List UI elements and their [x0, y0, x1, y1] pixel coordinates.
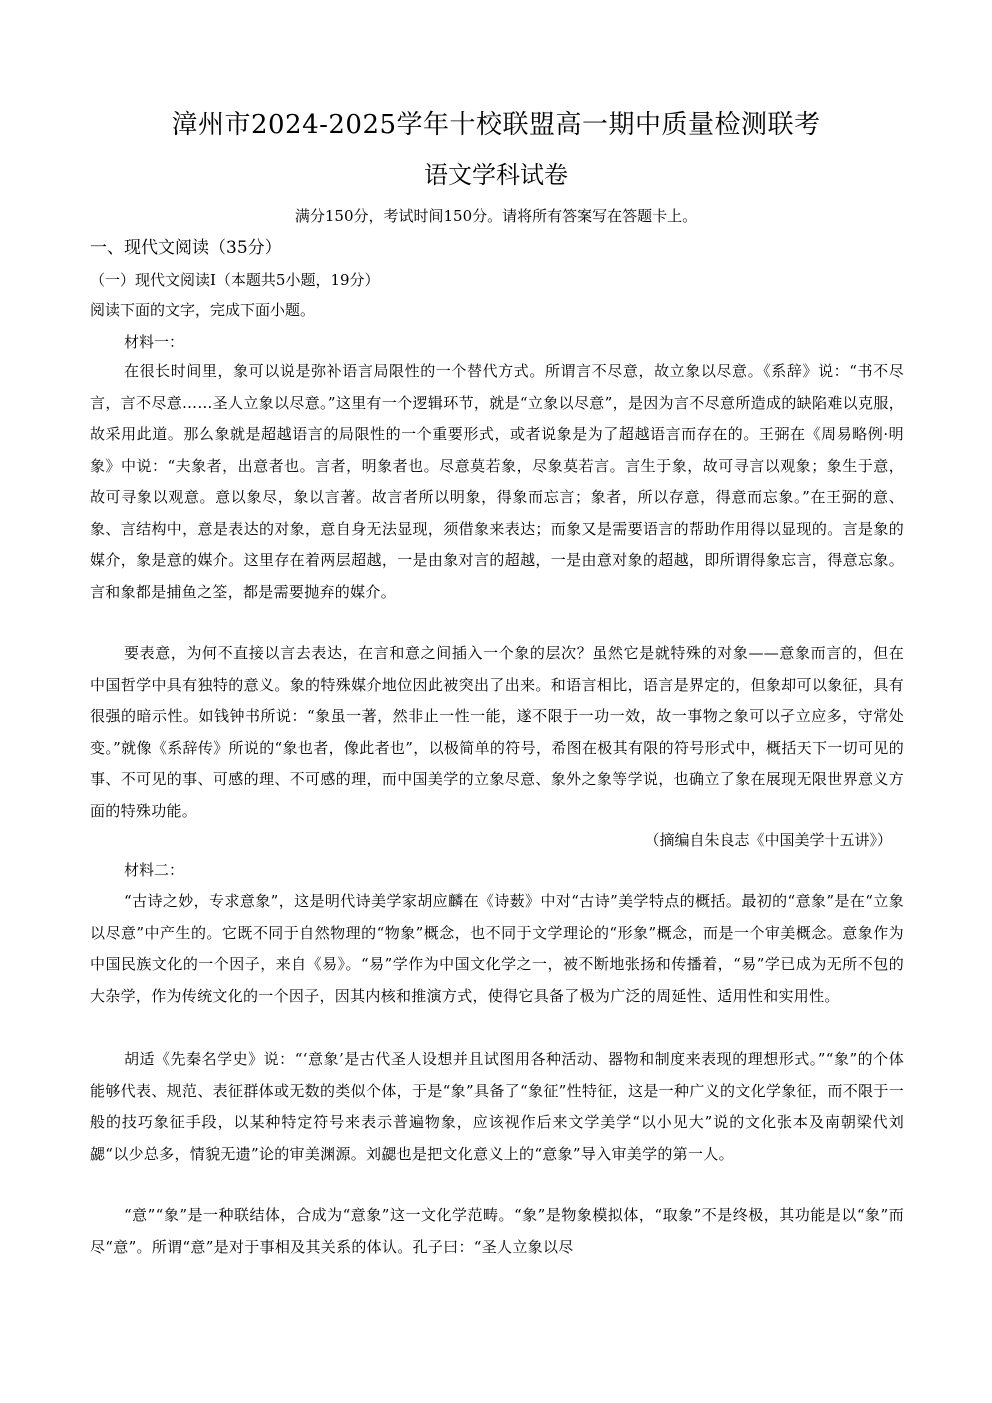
- subsection-heading: （一）现代文阅读I（本题共5小题，19分）: [90, 271, 380, 289]
- reading-instruction: 阅读下面的文字，完成下面小题。: [90, 301, 316, 319]
- section-heading: 一、现代文阅读（35分）: [90, 238, 282, 258]
- material-two-paragraph-1: “古诗之妙，专求意象”，这是明代诗美学家胡应麟在《诗薮》中对“古诗”美学特点的概括。最初的“意象”是在“立象以尽意”中产生的。它既不同于自然物理的“物象”概念，也不同于文学理论的“形象”概念，而是一个审美概念。意象作为中国民族文化的一个因子，来自《易》。“易”学作为中国文化学之一，被不断地张扬和传播着，“易”学已成为无所不包的大杂学，作为传统文化的一个因子，因其内核和推演方式，使得它具备了极为广泛的周延性、适用性和实用性。: [90, 892, 904, 1005]
- page-subtitle: 语文学科试卷: [424, 161, 568, 189]
- material-two-paragraph-3: “意”“象”是一种联结体，合成为“意象”这一文化学范畴。“象”是物象模拟体，“取象”不是终极，其功能是以“象”而尽“意”。所谓“意”是对于事相及其关系的体认。孔子曰：“圣人立象以尽: [90, 1206, 904, 1256]
- exam-info: 满分150分，考试时间150分。请将所有答案写在答题卡上。: [294, 207, 698, 225]
- material-one-paragraph-1: 在很长时间里，象可以说是弥补语言局限性的一个替代方式。所谓言不尽意，故立象以尽意。《系辞》说：“书不尽言，言不尽意……圣人立象以尽意。”这里有一个逻辑环节，就是“立象以尽意”，是因为言不尽意所造成的缺陷难以克服，故采用此道。那么象就是超越语言的局限性的一个重要形式，或者说象是为了超越语言而存在的。王弼在《周易略例·明象》中说：“夫象者，出意者也。言者，明象者也。尽意莫若象，尽象莫若言。言生于象，故可寻言以观象；象生于意，故可寻象以观意。意以象尽，象以言著。故言者所以明象，得象而忘言；象者，所以存意，得意而忘象。”在王弼的意、象、言结构中，意是表达的对象，意自身无法显现，须借象来表达；而象又是需要语言的帮助作用得以显现的。言是象的媒介，象是意的媒介。这里存在着两层超越，一是由象对言的超越，一是由意对象的超越，即所谓得象忘言，得意忘象。言和象都是捕鱼之筌，都是需要抛弃的媒介。: [90, 362, 904, 601]
- material-two-paragraph-2: 胡适《先秦名学史》说：“‘意象’是古代圣人设想并且试图用各种活动、器物和制度来表现的理想形式。”“象”的个体能够代表、规范、表征群体或无数的类似个体，于是“象”具备了“象征”性特征，这是一种广义的文化学象征，而不限于一般的技巧象征手段，以某种特定符号来表示普遍物象，应该视作后来文学美学“以小见大”说的文化张本及南朝梁代刘勰“以少总多，情貌无遗”论的审美渊源。刘勰也是把文化意义上的“意象”导入审美学的第一人。: [90, 1050, 904, 1163]
- page-title: 漳州市2024-2025学年十校联盟高一期中质量检测联考: [171, 110, 821, 140]
- material-one-label: 材料一：: [124, 333, 185, 351]
- material-two-label: 材料二：: [124, 861, 185, 879]
- material-one-source: （摘编自朱良志《中国美学十五讲》）: [644, 831, 892, 849]
- material-one-paragraph-2: 要表意，为何不直接以言去表达，在言和意之间插入一个象的层次？虽然它是就特殊的对象——意象而言的，但在中国哲学中具有独特的意义。象的特殊媒介地位因此被突出了出来。和语言相比，语言是界定的，但象却可以象征，具有很强的暗示性。如钱钟书所说：“象虽一著，然非止一性一能，遂不限于一功一效，故一事物之象可以孑立应多，守常处变。”就像《系辞传》所说的“象也者，像此者也”，以极简单的符号，希图在极其有限的符号形式中，概括天下一切可见的事、不可见的事、可感的理、不可感的理，而中国美学的立象尽意、象外之象等学说，也确立了象在展现无限世界意义方面的特殊功能。: [90, 644, 904, 820]
